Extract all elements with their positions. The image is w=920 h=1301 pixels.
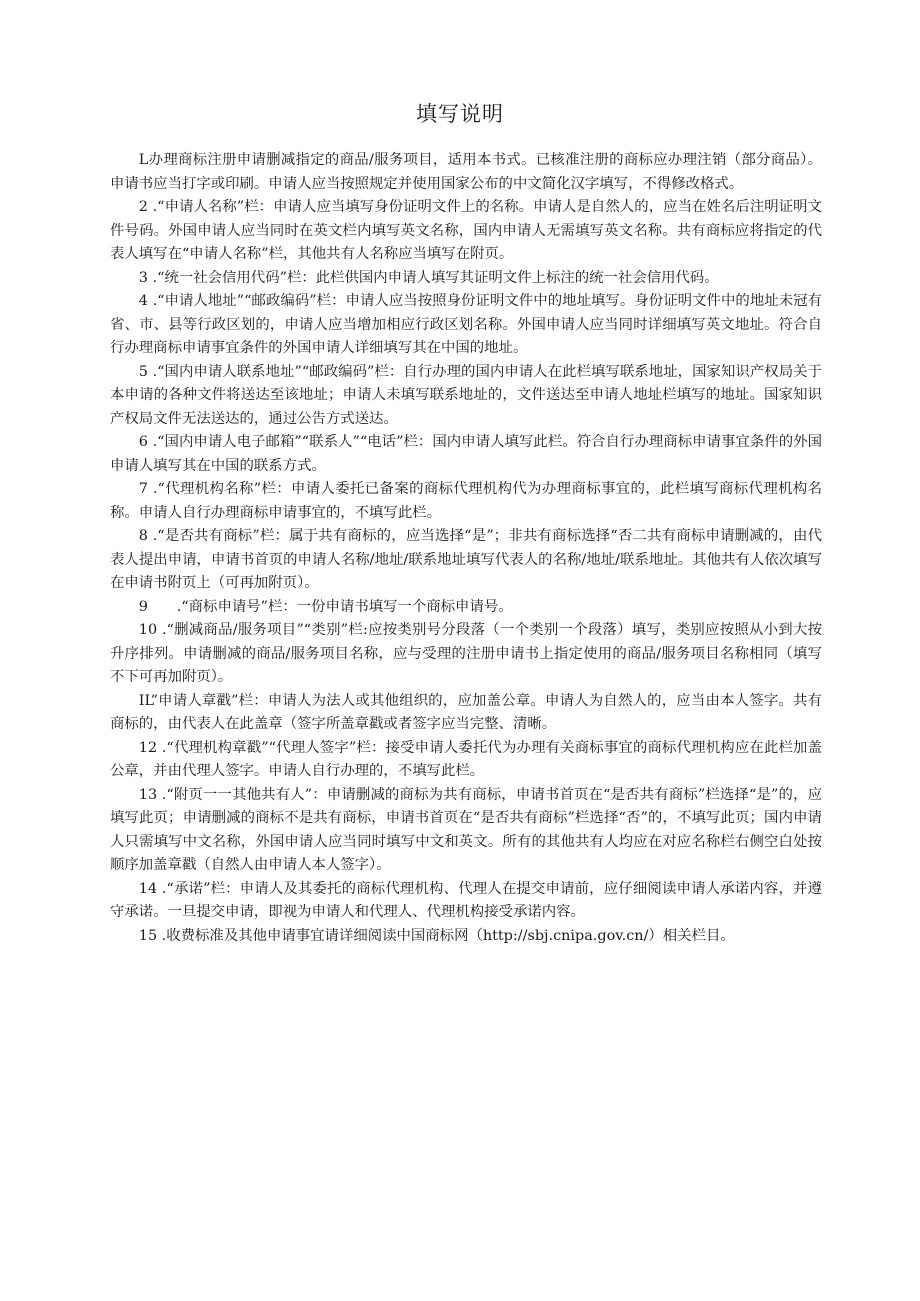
instruction-paragraph-1: L办理商标注册申请删减指定的商品/服务项目，适用本书式。已核准注册的商标应办理注销（部分商品）。申请书应当打字或印刷。申请人应当按照规定并使用国家公布的中文简化汉字填写，不得修改格式。: [110, 152, 822, 192]
instruction-paragraph-6: 6 .“国内申请人电子邮箱”“联系人”“电话”栏：国内申请人填写此栏。符合自行办理商标申请事宜条件的外国申请人填写其在中国的联系方式。: [110, 434, 822, 474]
page-title: 填写说明: [416, 102, 504, 126]
instruction-paragraph-2: 2 .“申请人名称”栏：申请人应当填写身份证明文件上的名称。申请人是自然人的，应当在姓名后注明证明文件号码。外国申请人应当同时在英文栏内填写英文名称，国内申请人无需填写英文名称。共有商标应将指定的代表人填写在“申请人名称”栏，其他共有人名称应当填写在附页。: [110, 199, 822, 262]
instruction-paragraph-7: 7 .“代理机构名称”栏：申请人委托已备案的商标代理机构代为办理商标事宜的，此栏填写商标代理机构名称。申请人自行办理商标申请事宜的，不填写此栏。: [110, 481, 822, 521]
instruction-paragraph-10: 10 .“删减商品/服务项目”“类别”栏:应按类别号分段落（一个类别一个段落）填写，类别应按照从小到大按升序排列。申请删减的商品/服务项目名称，应与受理的注册申请书上指定使用的商品/服务项目名称相同（填写不下可再加附页）。: [110, 622, 822, 685]
instructions-body: [110, 149, 822, 948]
instruction-paragraph-11: IL”申请人章戳”栏：申请人为法人或其他组织的，应加盖公章。申请人为自然人的，应当由本人签字。共有商标的，由代表人在此盖章（签字所盖章戳或者签字应当完整、清晰。: [110, 692, 822, 732]
instruction-paragraph-13: 13 .“附页一一其他共有人”：申请删减的商标为共有商标，申请书首页在“是否共有商标”栏选择“是”的，应填写此页；申请删减的商标不是共有商标，申请书首页在“是否共有商标”栏选择“否”的，不填写此页；国内申请人只需填写中文名称，外国申请人应当同时填写中文和英文。所有的其他共有人均应在对应名称栏右侧空白处按顺序加盖章戳（自然人由申请人本人签字）。: [110, 786, 822, 873]
instruction-paragraph-3: 3 .“统一社会信用代码”栏：此栏供国内申请人填写其证明文件上标注的统一社会信用代码。: [138, 269, 719, 286]
instruction-paragraph-9: 9 .“商标申请号”栏：一份申请书填写一个商标申请号。: [138, 598, 513, 615]
instruction-paragraph-14: 14 .“承诺”栏：申请人及其委托的商标代理机构、代理人在提交申请前，应仔细阅读申请人承诺内容，并遵守承诺。一旦提交申请，即视为申请人和代理人、代理机构接受承诺内容。: [110, 880, 822, 920]
instruction-paragraph-4: 4 .“申请人地址”“邮政编码”栏：申请人应当按照身份证明文件中的地址填写。身份证明文件中的地址未冠有省、市、县等行政区划的，申请人应当增加相应行政区划名称。外国申请人应当同时详细填写英文地址。符合自行办理商标申请事宜条件的外国申请人详细填写其在中国的地址。: [110, 293, 822, 356]
instruction-paragraph-5: 5 .“国内申请人联系地址”“邮政编码”栏：自行办理的国内申请人在此栏填写联系地址，国家知识产权局关于本申请的各种文件将送达至该地址；申请人未填写联系地址的，文件送达至申请人地址栏填写的地址。国家知识产权局文件无法送达的，通过公告方式送达。: [110, 363, 822, 427]
instruction-paragraph-12: 12 .“代理机构章戳”“代理人签字”栏：接受申请人委托代为办理有关商标事宜的商标代理机构应在此栏加盖公章，并由代理人签字。申请人自行办理的，不填写此栏。: [110, 739, 822, 779]
instruction-paragraph-15: 15 .收费标准及其他申请事宜请详细阅读中国商标网（http://sbj.cnipa.gov.cn/）相关栏目。: [138, 927, 735, 944]
instruction-paragraph-8: 8 .“是否共有商标”栏：属于共有商标的，应当选择“是”；非共有商标选择“否二共有商标申请删减的，由代表人提出申请，申请书首页的申请人名称/地址/联系地址填写代表人的名称/地址/联系地址。其他共有人依次填写在申请书附页上（可再加附页）。: [110, 528, 822, 591]
